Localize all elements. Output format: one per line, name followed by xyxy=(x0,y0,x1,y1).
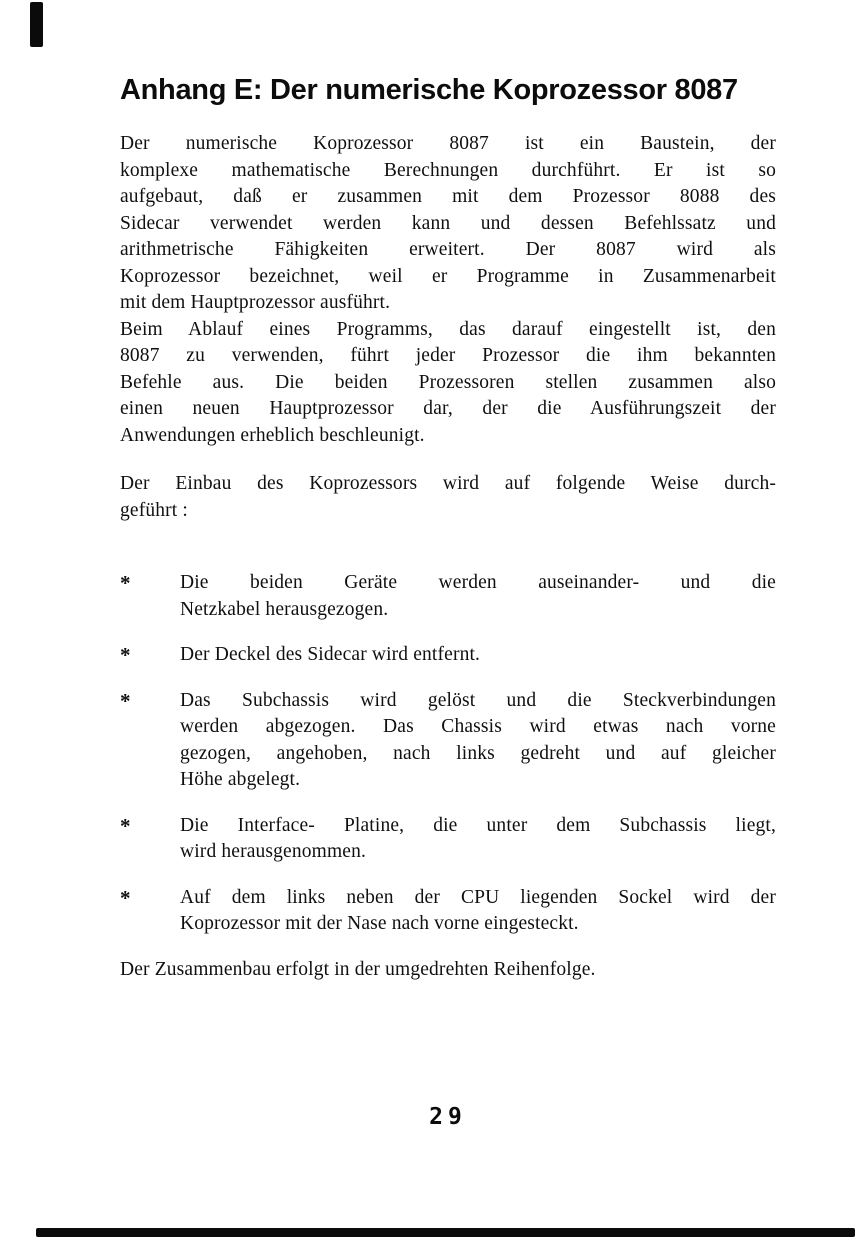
bullet-item-2 xyxy=(120,642,776,669)
text-line: Befehle aus. Die beiden Prozessoren stellen zusammen also xyxy=(120,371,776,393)
closing-paragraph xyxy=(120,957,776,984)
text-line: Höhe abgelegt. xyxy=(180,769,301,790)
text-line: Der Deckel des Sidecar wird entfernt. xyxy=(180,644,481,665)
paragraph-p2 xyxy=(120,317,776,450)
scan-artifact-bottom-bar xyxy=(36,1228,855,1237)
bullet-item-4 xyxy=(120,813,776,866)
text-line: wird herausgenommen. xyxy=(180,841,367,862)
asterisk-bullet-icon: * xyxy=(120,643,131,667)
body-paragraphs xyxy=(120,131,776,524)
asterisk-bullet-icon: * xyxy=(120,813,131,838)
text-line: Der Zusammenbau erfolgt in der umgedrehten Reihenfolge. xyxy=(120,958,596,980)
paragraph-p1 xyxy=(120,131,776,317)
page-title: Anhang E: Der numerische Koprozessor 8087 xyxy=(120,74,738,106)
text-line: Die Interface- Platine, die unter dem Subchassis liegt, xyxy=(180,814,776,836)
bullet-text xyxy=(180,813,776,866)
paragraph-p3 xyxy=(120,471,776,524)
text-line: mit dem Hauptprozessor ausführt. xyxy=(120,292,391,313)
text-line: Koprozessor mit der Nase nach vorne eingesteckt. xyxy=(180,913,579,934)
page-number: 29 xyxy=(429,1104,467,1130)
bullet-item-5 xyxy=(120,885,776,938)
text-line: 8087 zu verwenden, führt jeder Prozessor die ihm bekannten xyxy=(120,345,776,366)
text-line: Auf dem links neben der CPU liegenden Sockel wird der xyxy=(180,886,776,908)
text-line: komplexe mathematische Berechnungen durchführt. Er ist so xyxy=(120,159,776,181)
text-line: einen neuen Hauptprozessor dar, der die Ausführungszeit der xyxy=(120,398,776,419)
text-line: werden abgezogen. Das Chassis wird etwas nach vorne xyxy=(180,716,776,737)
bullet-item-3 xyxy=(120,688,776,794)
bullet-text xyxy=(180,688,776,794)
text-line: Der numerische Koprozessor 8087 ist ein Baustein, der xyxy=(120,133,776,154)
text-line: Das Subchassis wird gelöst und die Steckverbindungen xyxy=(180,689,776,711)
text-line: Der Einbau des Koprozessors wird auf folgende Weise durch- xyxy=(120,473,776,494)
text-line: Die beiden Geräte werden auseinander- und die xyxy=(180,572,776,593)
bullet-text xyxy=(180,642,776,669)
text-line: geführt : xyxy=(120,499,188,521)
installation-steps-list xyxy=(120,570,776,938)
text-line: Anwendungen erheblich beschleunigt. xyxy=(120,424,425,446)
text-line: Sidecar verwendet werden kann und dessen Befehlssatz und xyxy=(120,212,776,234)
asterisk-bullet-icon: * xyxy=(120,688,131,713)
bullet-text xyxy=(180,885,776,938)
text-line: Netzkabel herausgezogen. xyxy=(180,598,389,620)
page-content xyxy=(120,74,776,983)
text-line: gezogen, angehoben, nach links gedreht und auf gleicher xyxy=(180,742,776,764)
bullet-text xyxy=(180,570,776,623)
asterisk-bullet-icon: * xyxy=(120,885,131,910)
bullet-item-1 xyxy=(120,570,776,623)
text-line: aufgebaut, daß er zusammen mit dem Prozessor 8088 des xyxy=(120,186,776,207)
text-line: Beim Ablauf eines Programms, das darauf eingestellt ist, den xyxy=(120,318,776,340)
text-line: Koprozessor bezeichnet, weil er Programme in Zusammenarbeit xyxy=(120,265,776,287)
asterisk-bullet-icon: * xyxy=(120,571,131,595)
scan-artifact-top-left xyxy=(30,2,43,47)
text-line: arithmetrische Fähigkeiten erweitert. Der 8087 wird als xyxy=(120,239,776,260)
